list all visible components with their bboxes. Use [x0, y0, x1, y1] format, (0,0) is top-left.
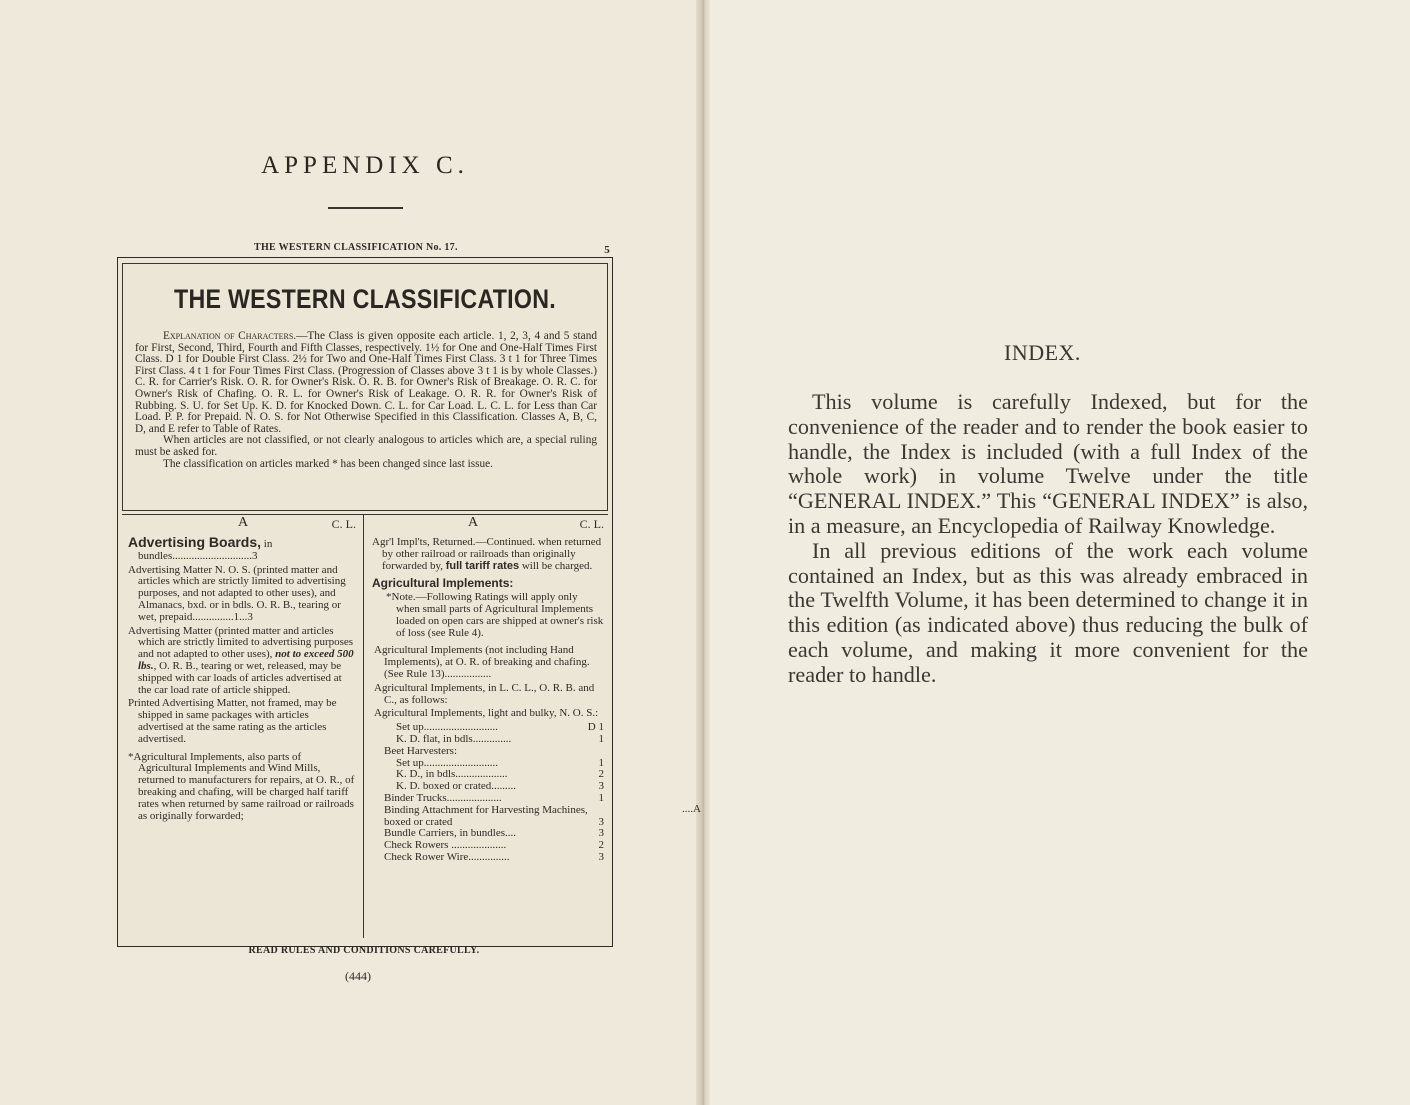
explanation-text	[135, 331, 597, 470]
entry-agricultural-returned: *Agricultural Implements, also parts of Agricultural Implements and Wind Mills, returned to manufacturers for repairs, at O. R., of breaking and chafing, will be charged half tariff rates when returned by same railroad or railroads as originally forwarded;	[128, 750, 355, 822]
clipping-header-text: THE WESTERN CLASSIFICATION No. 17.	[254, 242, 458, 253]
column-cl: C. L.	[331, 517, 356, 531]
side-rate-a: ....A	[682, 803, 701, 815]
explanation-body: —The Class is given opposite each article. 1, 2, 3, 4 and 5 stand for First, Second, Third, Fourth and Fifth Classes, respectively. 1½ for One and One-Half Times First Class. D 1 for Double First Class. 2½ for Two and One-Half Times First Class. 3 t 1 for Three Times First Class. 4 t 1 for Four Times First Class. (Progression of Classes above 3 t 1 is by whole Classes.) C. R. for Carrier's Risk. O. R. for Owner's Risk. O. R. B. for Owner's Risk of Breakage. O. R. C. for Owner's Risk of Chafing. O. R. L. for Owner's Risk of Leakage. O. R. R. for Owner's Risk of Rubbing. S. U. for Set Up. K. D. for Knocked Down. C. L. for Car Load. L. C. L. for Less than Car Load. P. P. for Prepaid. N. O. S. for Not Otherwise Specified in this Classification. Classes A, B, C, D, and E refer to Table of Rates.	[135, 330, 597, 435]
rate-row-label: K. D. boxed or crated.........	[396, 780, 517, 793]
index-paragraph-1: This volume is carefully Indexed, but for the convenience of the reader and to render the book easier to handle, the Index is included (with a full Index of the whole work) in volume Twelve under the title “GENERAL INDEX.” This “GENERAL INDEX” is also, in a measure, an Encyclopedia of Railway Knowledge.	[788, 389, 1308, 538]
entry-text: in bundles.............................3	[138, 538, 273, 562]
entry-agricultural-2: Agricultural Implements, in L. C. L., O. R. B. and C., as follows:	[374, 681, 595, 706]
rate-row-label: Set up...........................	[396, 721, 499, 734]
rate-rows	[372, 722, 604, 864]
entry-text: when returned by other railroad or railroads than originally forwarded by,	[382, 536, 602, 572]
entry-continued	[372, 537, 604, 572]
right-column-header	[372, 517, 604, 537]
subhead-agricultural: Agricultural Implements:	[372, 576, 514, 591]
rate-row-value: 2	[598, 768, 604, 781]
rate-row	[372, 852, 604, 864]
explanation-lead: Explanation of Characters.	[163, 330, 297, 342]
rate-row-label: K. D. flat, in bdls..............	[396, 732, 512, 745]
appendix-title: APPENDIX C.	[261, 152, 469, 179]
entry-bold: full tariff rates	[445, 559, 520, 572]
rate-row-label: Set up...........................	[396, 756, 499, 769]
column-letter: A	[468, 515, 479, 530]
title-rule	[328, 207, 403, 209]
entry-printed-advertising: Printed Advertising Matter, not framed, may be shipped in same packages with articles advertised at the same rating as the articles advertised.	[128, 697, 337, 745]
rate-row-value: 3	[598, 827, 604, 840]
entry-heading: Advertising Boards,	[128, 534, 262, 550]
entry-text: , O. R. B., tearing or wet, released, may be shipped with car loads of articles advertised at the car load rate of article shipped.	[138, 659, 342, 696]
rate-row-label: Bundle Carriers, in bundles....	[384, 827, 516, 840]
explanation-p2: When articles are not classified, or not clearly analogous to articles which are, a special ruling must be asked for.	[135, 434, 597, 458]
classification-title: THE WESTERN CLASSIFICATION.	[174, 284, 556, 314]
rate-row-value: 1	[598, 791, 604, 804]
clipping-page-number: 5	[604, 244, 610, 256]
entry-advertising-matter: Advertising Matter N. O. S. (printed matter and articles which are strictly limited to advertising purposes, and not adapted to other uses), and Almanacs, bxd. or in bdls. O. R. B., tearing or wet, prepaid...............1...3	[128, 563, 346, 623]
right-column	[372, 515, 604, 938]
entry-advertising-boards	[128, 534, 356, 563]
rate-row-label: Check Rowers ....................	[384, 839, 507, 852]
entry-text: will be charged.	[519, 559, 593, 572]
entry-italic: not to exceed 500 lbs.	[138, 648, 354, 672]
classification-clipping	[117, 257, 613, 947]
rate-row-label: K. D., in bdls...................	[396, 768, 508, 781]
entry-advertising-matter-printed	[128, 626, 356, 697]
entry-text: Agr'l Impl'ts, Returned.—Continued.	[372, 536, 536, 548]
entry-agricultural-3: Agricultural Implements, light and bulky, N. O. S.:	[374, 707, 599, 720]
rate-row-label: Binder Trucks....................	[384, 791, 502, 804]
classification-columns	[122, 514, 608, 938]
rate-row-label: Beet Harvesters:	[384, 744, 457, 757]
rate-row-value: 1	[598, 756, 604, 769]
index-body	[788, 390, 1308, 688]
left-column-header	[128, 517, 356, 537]
rate-row-value: 2	[598, 839, 604, 852]
left-page-number: (444)	[345, 969, 371, 983]
rate-row-value: D 1	[587, 721, 604, 734]
rate-row-label: Binding Attachment for Harvesting Machines, boxed or crated	[384, 803, 588, 828]
rate-row	[372, 805, 604, 829]
explanation-box	[122, 263, 608, 511]
clipping-header	[120, 242, 610, 258]
column-cl: C. L.	[579, 517, 604, 531]
column-divider	[363, 515, 364, 938]
entry-text: Advertising Matter (printed matter and articles which are strictly limited to advertising purposes and not adapted to other uses),	[128, 624, 354, 661]
rate-row-label: Check Rower Wire...............	[384, 850, 510, 863]
rate-row-value: 3	[598, 815, 604, 828]
explanation-p3: The classification on articles marked * has been changed since last issue.	[163, 457, 494, 470]
left-column	[128, 515, 356, 938]
ratings-note: *Note.—Following Ratings will apply only when small parts of Agricultural Implements loaded on open cars are shipped at owner's risk of loss (see Rule 4).	[386, 591, 604, 639]
rate-row-value: 1	[598, 732, 604, 745]
entry-agricultural-1: Agricultural Implements (not including Hand Implements), at O. R. of breaking and chafing. (See Rule 13).................	[374, 644, 590, 680]
column-letter: A	[238, 515, 249, 530]
rate-row-value: 3	[598, 780, 604, 793]
rate-row-value: 3	[598, 850, 604, 863]
index-paragraph-2: In all previous editions of the work each volume contained an Index, but as this was already embraced in the Twelfth Volume, it has been determined to change it in this edition (as indicated above) thus reducing the bulk of each volume, and making it more convenient for the reader to handle.	[788, 537, 1308, 687]
clipping-footer: READ RULES AND CONDITIONS CAREFULLY.	[248, 945, 480, 956]
index-title: INDEX.	[1004, 340, 1081, 365]
